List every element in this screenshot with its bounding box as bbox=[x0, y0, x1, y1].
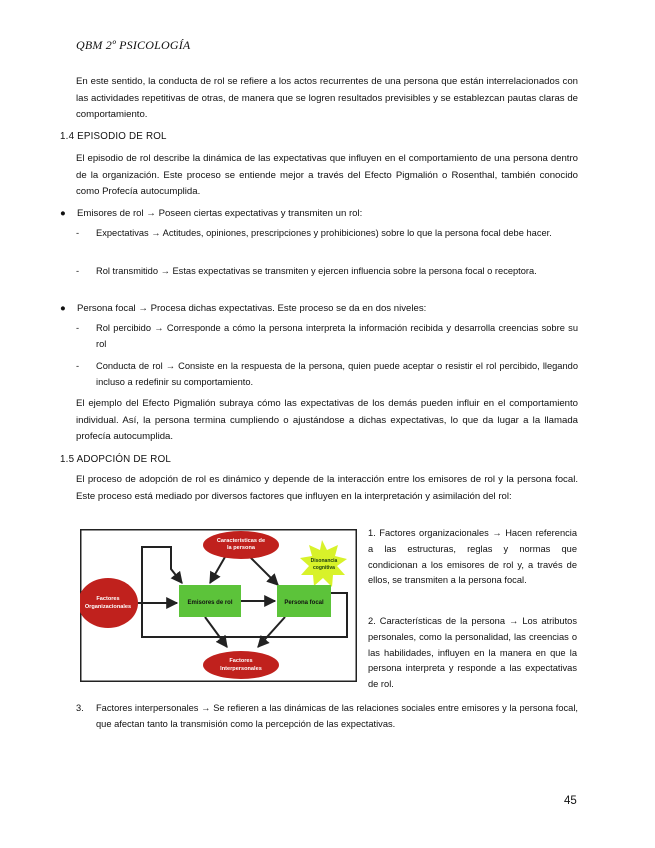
sub-item-text: Rol transmitido → Estas expectativas se transmiten y ejercen influencia sobre la persona focal o receptora. bbox=[96, 266, 537, 276]
bullet-icon: ● bbox=[60, 208, 66, 219]
disonancia-label: cognitiva bbox=[313, 565, 335, 571]
persona-focal-label: Persona focal bbox=[284, 600, 324, 606]
bullet-persona-focal-text: Persona focal → Procesa dichas expectativas. Este proceso se da en dos niveles: bbox=[77, 303, 427, 314]
section-heading-1-4: 1.4 EPISODIO DE ROL bbox=[60, 131, 167, 142]
page-header: QBM 2º PSICOLOGÍA bbox=[76, 38, 191, 52]
bullet-icon: ● bbox=[60, 303, 66, 314]
intro-paragraph: En este sentido, la conducta de rol se refiere a los actos recurrentes de una persona que están interrelacionados con las actividades repetitivas de otras, de manera que se logren resultados previsibles y se establezcan pautas claras de comportamiento. bbox=[76, 76, 578, 120]
factores-interpersonales-label: Factores bbox=[229, 658, 253, 664]
factor-organizacionales: 1. Factores organizacionales → Hacen referencia a las estructuras, reglas y normas que condicionan a los emisores de rol y, a través de ellos, se transmiten a la persona focal. bbox=[368, 528, 577, 586]
sub-item-text: Conducta de rol → Consiste en la respuesta de la persona, quien puede aceptar o resistir el rol percibido, llegando incluso a redefinir su comportamiento. bbox=[96, 361, 578, 387]
factores-organizacionales-label: Factores bbox=[96, 596, 120, 602]
caracteristicas-label: la persona bbox=[227, 545, 255, 551]
page-number: 45 bbox=[564, 795, 577, 807]
role-episode-diagram bbox=[80, 529, 357, 682]
list-number: 3. bbox=[76, 703, 84, 713]
factores-organizacionales-label: Organizacionales bbox=[84, 604, 132, 610]
caracteristicas-label: Características de bbox=[216, 538, 266, 544]
factor-caracteristicas: 2. Características de la persona → Los atributos personales, como la personalidad, las creencias o las habilidades, influyen en la manera en que la persona interpreta y responde a las expectativas de rol. bbox=[368, 616, 577, 690]
factores-organizacionales-node bbox=[80, 578, 138, 628]
adopcion-paragraph: El proceso de adopción de rol es dinámico y depende de la interacción entre los emisores de rol y la persona focal. Este proceso está mediado por diversos factores que influyen en la interpretación y asimilación del rol: bbox=[76, 474, 578, 502]
pigmalion-paragraph: El ejemplo del Efecto Pigmalión subraya cómo las expectativas de los demás pueden influir en el comportamiento individual. Así, la persona termina cumpliendo o ajustándose a dichas expectativas, lo que da lugar a la llamada profecía autocumplida. bbox=[76, 398, 578, 442]
bullet-emisores-text: Emisores de rol → Poseen ciertas expectativas y transmiten un rol: bbox=[77, 208, 363, 219]
sub-item-text: Expectativas → Actitudes, opiniones, prescripciones y prohibiciones) sobre lo que la persona focal debe hacer. bbox=[96, 228, 552, 238]
sub-item-text: Rol percibido → Corresponde a cómo la persona interpreta la información recibida y desarrolla creencias sobre su rol bbox=[96, 323, 578, 349]
emisores-label: Emisores de rol bbox=[187, 600, 233, 606]
dash-marker: - bbox=[76, 228, 80, 238]
factores-interpersonales-label: Interpersonales bbox=[220, 666, 262, 672]
factor-interpersonales-text: Factores interpersonales → Se refieren a las dinámicas de las relaciones sociales entre emisores y la persona focal, que afectan tanto la transmisión como la percepción de las expectativas. bbox=[96, 703, 578, 729]
dash-marker: - bbox=[76, 323, 80, 333]
episodio-paragraph: El episodio de rol describe la dinámica de las expectativas que influyen en el comportamiento de una persona dentro de la organización. Este proceso se entiende mejor a través del Efecto Pigmalión o Rosenthal, también conocido como Profecía autocumplida. bbox=[76, 153, 578, 197]
disonancia-label: Disonancia bbox=[310, 558, 338, 564]
dash-marker: - bbox=[76, 266, 80, 276]
factores-interpersonales-node bbox=[203, 651, 279, 679]
section-heading-1-5: 1.5 ADOPCIÓN DE ROL bbox=[60, 454, 172, 465]
dash-marker: - bbox=[76, 361, 80, 371]
